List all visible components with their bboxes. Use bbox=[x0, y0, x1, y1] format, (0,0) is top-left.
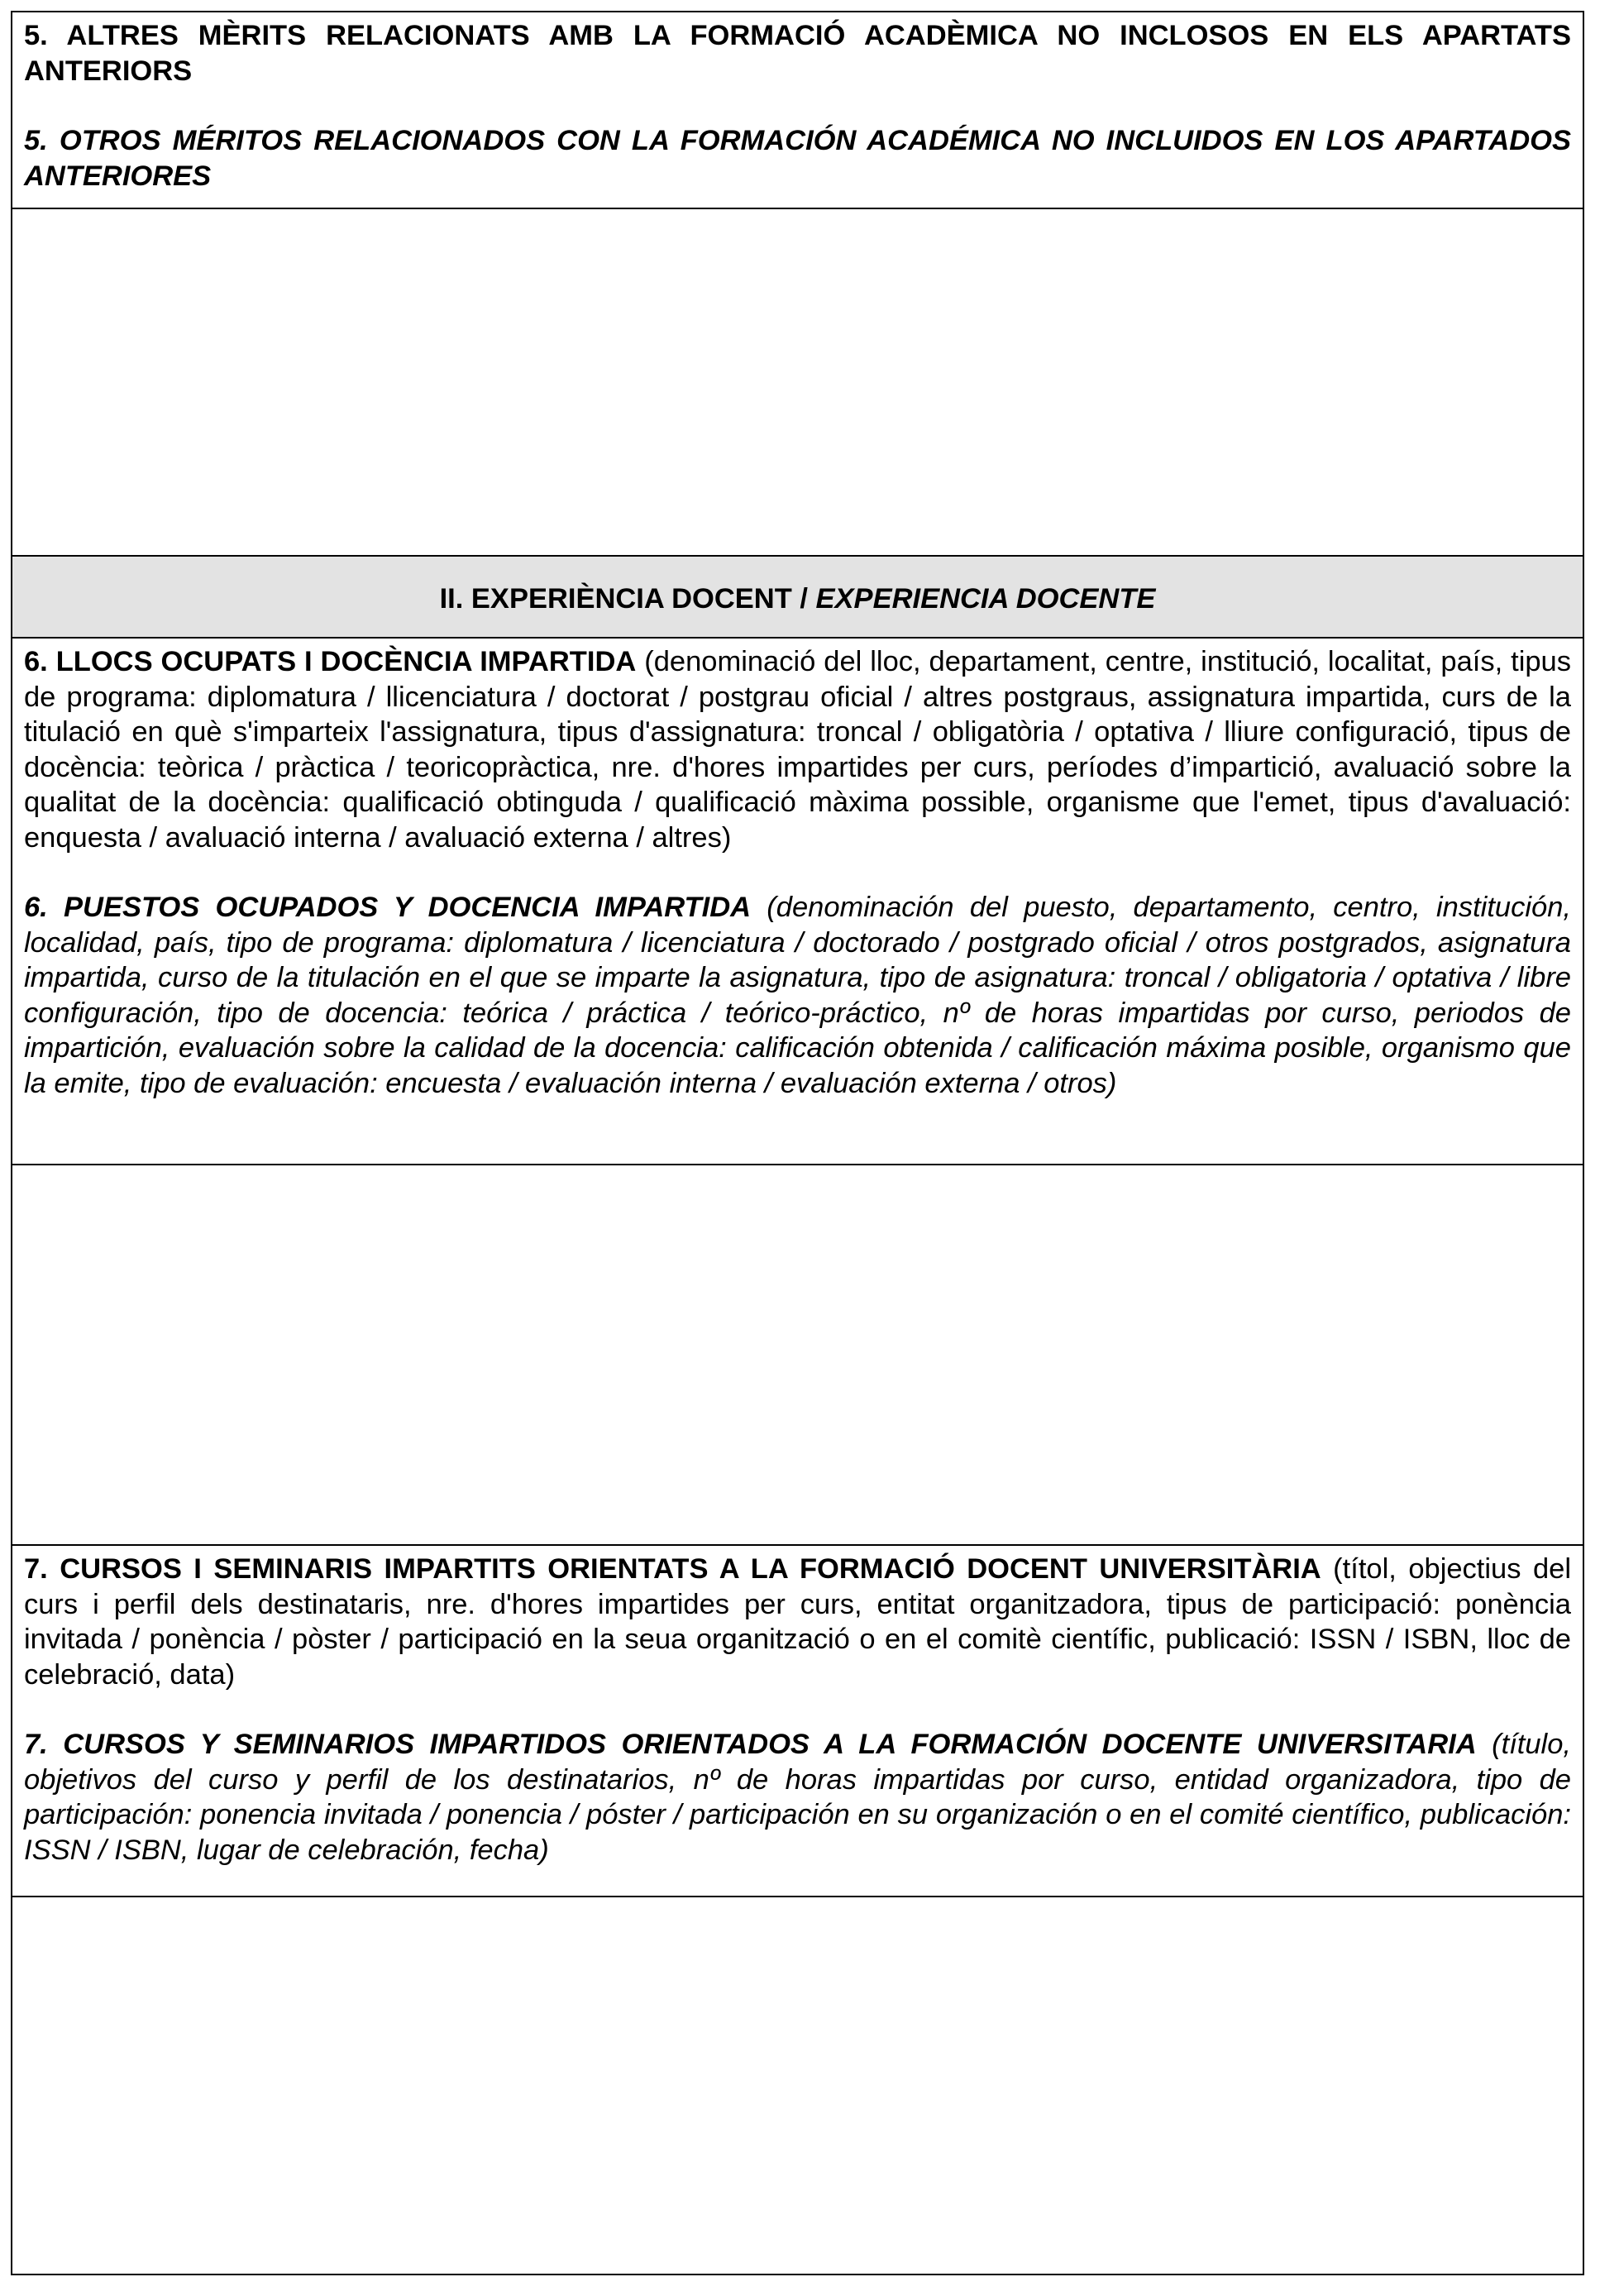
section-5-title-es: 5. OTROS MÉRITOS RELACIONADOS CON LA FORMACIÓN ACADÉMICA NO INCLUIDOS EN LOS APARTADOS ANTERIORES bbox=[24, 125, 1571, 192]
section-5-answer-field[interactable] bbox=[12, 209, 1583, 557]
section-7-heading bbox=[12, 1546, 1583, 1897]
section-5-heading bbox=[12, 12, 1583, 209]
section-6-text-es bbox=[24, 890, 1571, 1101]
cv-form-table bbox=[11, 11, 1584, 2275]
part-2-header-ca: II. EXPERIÈNCIA DOCENT / bbox=[439, 583, 816, 615]
section-6-title-es: 6. PUESTOS OCUPADOS Y DOCENCIA IMPARTIDA bbox=[24, 892, 752, 923]
section-7-text-es bbox=[24, 1727, 1571, 1868]
part-2-header-es: EXPERIENCIA DOCENTE bbox=[815, 583, 1156, 615]
section-6-answer-field[interactable] bbox=[12, 1165, 1583, 1546]
section-7-title-ca: 7. CURSOS I SEMINARIS IMPARTITS ORIENTATS A LA FORMACIÓ DOCENT UNIVERSITÀRIA bbox=[24, 1553, 1321, 1585]
section-5-title-ca: 5. ALTRES MÈRITS RELACIONATS AMB LA FORMACIÓ ACADÈMICA NO INCLOSOS EN ELS APARTATS ANTERIORS bbox=[24, 20, 1571, 87]
section-6-heading bbox=[12, 639, 1583, 1165]
section-6-text-ca bbox=[24, 644, 1571, 855]
section-6-title-ca: 6. LLOCS OCUPATS I DOCÈNCIA IMPARTIDA bbox=[24, 646, 637, 677]
section-7-answer-field[interactable] bbox=[12, 1897, 1583, 2274]
section-6-desc-es: (denominación del puesto, departamento, centro, institución, localidad, país, tipo de programa: diplomatura / licenciatura / doctorado / postgrado oficial / otros postgrados, asignatura impartida, curso de la titulación en el que se imparte la asignatura, tipo de asignatura: troncal / obligatoria / optativa / libre configuración, tipo de docencia: teórica / práctica / teórico-práctico, nº de horas impartidas por curso, periodos de impartición, evaluación sobre la calidad de la docencia: calificación obtenida / calificación máxima posible, organismo que la emite, tipo de evaluación: encuesta / evaluación interna / evaluación externa / otros) bbox=[24, 892, 1571, 1099]
section-6-desc-ca: (denominació del lloc, departament, centre, institució, localitat, país, tipus de programa: diplomatura / llicenciatura / doctorat / postgrau oficial / altres postgraus, assignatura impartida, curs de la titulació en què s'imparteix l'assignatura, tipus d'assignatura: troncal / obligatòria / optativa / lliure configuració, tipus de docència: teòrica / pràctica / teoricopràctica, nre. d'hores impartides per curs, períodes d’impartició, avaluació sobre la qualitat de la docència: qualificació obtinguda / qualificació màxima possible, organisme que l'emet, tipus d'avaluació: enquesta / avaluació interna / avaluació externa / altres) bbox=[24, 646, 1571, 854]
section-7-title-es: 7. CURSOS Y SEMINARIOS IMPARTIDOS ORIENTADOS A LA FORMACIÓN DOCENTE UNIVERSITARIA bbox=[24, 1729, 1477, 1760]
section-7-text-ca bbox=[24, 1552, 1571, 1692]
part-2-header bbox=[12, 557, 1583, 639]
section-7-desc-ca: (títol, objectius del curs i perfil dels destinataris, nre. d'hores impartides per curs, entitat organitzadora, tipus de participació: ponència invitada / ponència / pòster / participació en la seua organització o en el comitè científic, publicació: ISSN / ISBN, lloc de celebració, data) bbox=[24, 1553, 1571, 1691]
section-7-desc-es: (título, objetivos del curso y perfil de los destinatarios, nº de horas impartidas por curso, entidad organizadora, tipo de participación: ponencia invitada / ponencia / póster / participación en su organización o en el comité científico, publicación: ISSN / ISBN, lugar de celebración, fecha) bbox=[24, 1729, 1571, 1866]
